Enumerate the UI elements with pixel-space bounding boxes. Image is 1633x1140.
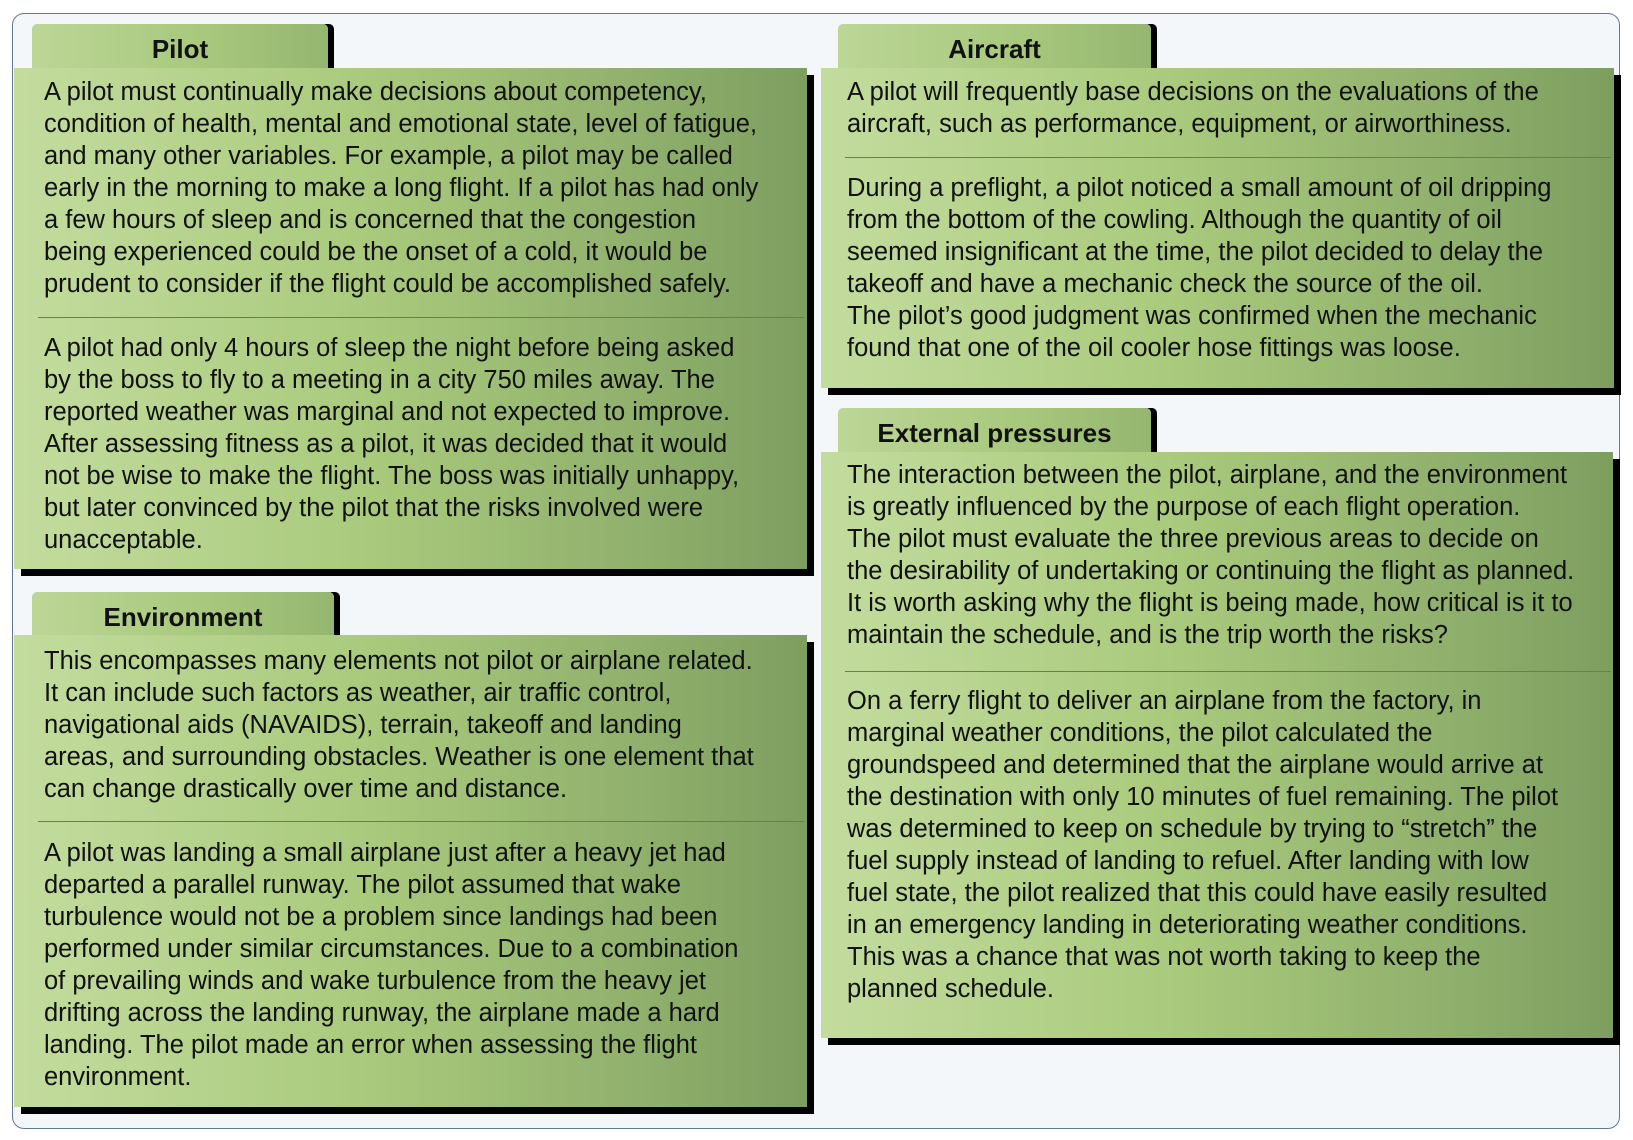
text-line: the destination with only 10 minutes of fuel remaining. The pilot: [847, 783, 1559, 811]
text-line: prudent to consider if the flight could be accomplished safely.: [44, 270, 732, 298]
pilot-title: Pilot: [151, 34, 209, 64]
pilot-definition: [44, 76, 758, 300]
aircraft-divider: [845, 157, 1611, 158]
text-line: reported weather was marginal and not expected to improve.: [44, 398, 731, 426]
text-line: After assessing fitness as a pilot, it was decided that it would: [44, 430, 728, 458]
text-line: aircraft, such as performance, equipment, or airworthiness.: [847, 110, 1512, 138]
text-line: This was a chance that was not worth taking to keep the: [847, 943, 1481, 971]
aircraft-box: [821, 68, 1614, 388]
pilot-tab: [32, 24, 328, 70]
text-line: fuel supply instead of landing to refuel. After landing with low: [847, 847, 1529, 875]
text-line: This encompasses many elements not pilot or airplane related.: [44, 647, 753, 675]
text-line: of prevailing winds and wake turbulence from the heavy jet: [44, 967, 706, 995]
text-line: A pilot must continually make decisions about competency,: [44, 78, 707, 106]
environment-tab: [32, 592, 334, 638]
text-line: A pilot will frequently base decisions on the evaluations of the: [847, 78, 1539, 106]
external-pressures-tab: [838, 408, 1151, 454]
text-line: can change drastically over time and distance.: [44, 775, 568, 803]
environment-definition: [44, 645, 754, 805]
text-line: seemed insignificant at the time, the pilot decided to delay the: [847, 238, 1544, 266]
text-line: A pilot had only 4 hours of sleep the night before being asked: [44, 334, 735, 362]
text-line: a few hours of sleep and is concerned that the congestion: [44, 206, 697, 234]
text-line: not be wise to make the flight. The boss was initially unhappy,: [44, 462, 740, 490]
text-line: environment.: [44, 1063, 192, 1091]
aircraft-tab: [838, 24, 1151, 70]
pilot-divider: [38, 317, 804, 318]
text-line: found that one of the oil cooler hose fittings was loose.: [847, 334, 1461, 362]
aircraft-title: Aircraft: [948, 34, 1041, 64]
text-line: landing. The pilot made an error when assessing the flight: [44, 1031, 698, 1059]
aircraft-definition: [847, 76, 1539, 140]
environment-example: [44, 837, 738, 1093]
text-line: being experienced could be the onset of a cold, it would be: [44, 238, 708, 266]
text-line: by the boss to fly to a meeting in a city 750 miles away. The: [44, 366, 715, 394]
text-line: A pilot was landing a small airplane just after a heavy jet had: [44, 839, 726, 867]
environment-box: [14, 635, 807, 1107]
text-line: unacceptable.: [44, 526, 203, 554]
text-line: was determined to keep on schedule by trying to “stretch” the: [847, 815, 1538, 843]
external-pressures-box: [821, 452, 1613, 1038]
pilot-example: [44, 332, 739, 556]
text-line: On a ferry flight to deliver an airplane from the factory, in: [847, 687, 1482, 715]
text-line: marginal weather conditions, the pilot calculated the: [847, 719, 1433, 747]
text-line: drifting across the landing runway, the airplane made a hard: [44, 999, 720, 1027]
text-line: the desirability of undertaking or continuing the flight as planned.: [847, 557, 1575, 585]
text-line: It is worth asking why the flight is being made, how critical is it to: [847, 589, 1573, 617]
text-line: fuel state, the pilot realized that this could have easily resulted: [847, 879, 1548, 907]
text-line: in an emergency landing in deteriorating weather conditions.: [847, 911, 1528, 939]
text-line: groundspeed and determined that the airplane would arrive at: [847, 751, 1544, 779]
text-line: early in the morning to make a long flight. If a pilot has had only: [44, 174, 759, 202]
text-line: is greatly influenced by the purpose of each flight operation.: [847, 493, 1521, 521]
external-pressures-definition: [847, 459, 1574, 651]
text-line: and many other variables. For example, a pilot may be called: [44, 142, 733, 170]
environment-divider: [38, 821, 804, 822]
text-line: takeoff and have a mechanic check the source of the oil.: [847, 270, 1484, 298]
aircraft-example: [847, 172, 1551, 364]
text-line: It can include such factors as weather, air traffic control,: [44, 679, 672, 707]
text-line: areas, and surrounding obstacles. Weather is one element that: [44, 743, 754, 771]
text-line: The pilot must evaluate the three previous areas to decide on: [847, 525, 1539, 553]
text-line: The interaction between the pilot, airplane, and the environment: [847, 461, 1568, 489]
external-pressures-title: External pressures: [877, 418, 1112, 448]
text-line: navigational aids (NAVAIDS), terrain, takeoff and landing: [44, 711, 682, 739]
text-line: maintain the schedule, and is the trip worth the risks?: [847, 621, 1448, 649]
environment-title: Environment: [103, 602, 263, 632]
external-pressures-divider: [845, 671, 1611, 672]
text-line: turbulence would not be a problem since landings had been: [44, 903, 718, 931]
text-line: The pilot’s good judgment was confirmed when the mechanic: [847, 302, 1537, 330]
text-line: from the bottom of the cowling. Although the quantity of oil: [847, 206, 1502, 234]
text-line: departed a parallel runway. The pilot assumed that wake: [44, 871, 681, 899]
text-line: During a preflight, a pilot noticed a small amount of oil dripping: [847, 174, 1552, 202]
text-line: condition of health, mental and emotional state, level of fatigue,: [44, 110, 758, 138]
text-line: planned schedule.: [847, 975, 1055, 1003]
text-line: but later convinced by the pilot that the risks involved were: [44, 494, 704, 522]
external-pressures-example: [847, 685, 1558, 1005]
pilot-box: [14, 68, 807, 569]
text-line: performed under similar circumstances. Due to a combination: [44, 935, 739, 963]
